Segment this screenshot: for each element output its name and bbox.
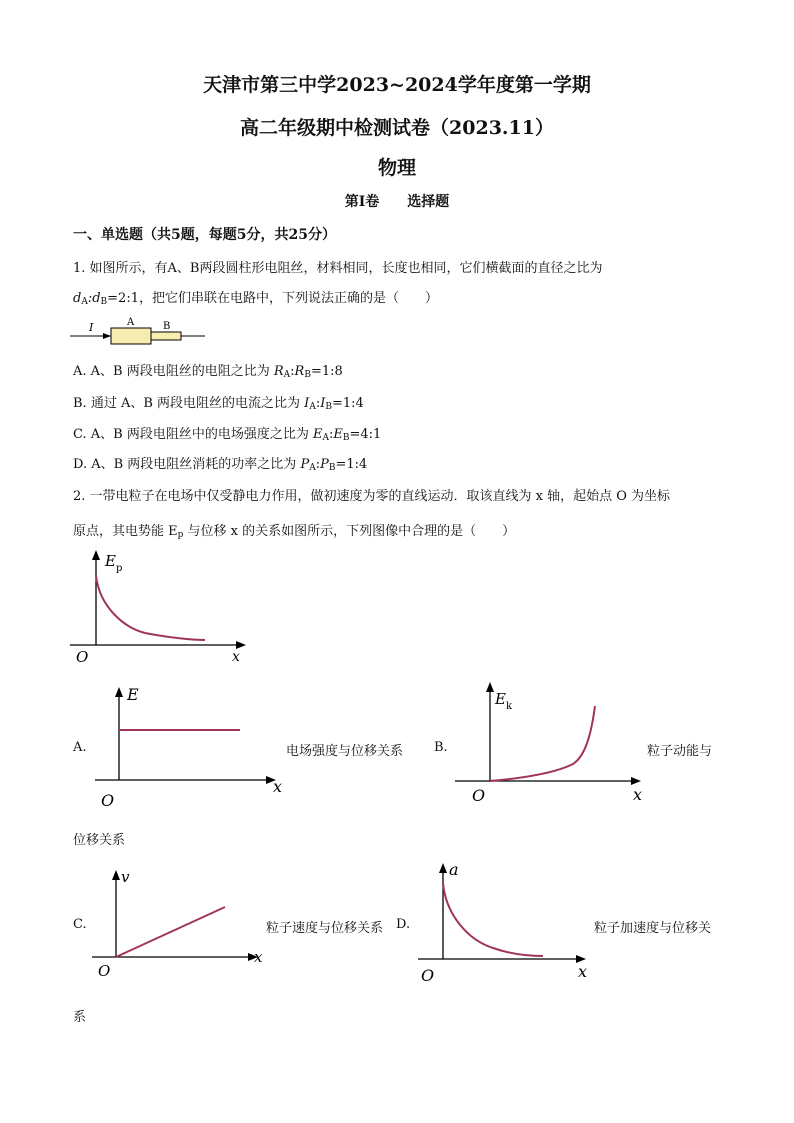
exam-title-line1: 天津市第三中学2023~2024学年度第一学期 bbox=[203, 74, 591, 96]
ep-x-graph bbox=[70, 548, 255, 670]
resistor-a bbox=[111, 328, 151, 344]
q1-stem-line1: 1. 如图所示，有A、B两段圆柱形电阻丝，材料相同，长度也相同，它们横截面的直径之比为 bbox=[73, 261, 603, 276]
q1-option-b[interactable]: B. 通过 A、B 两段电阻丝的电流之比为 $I_A:I_B=1:4$ bbox=[73, 396, 364, 412]
a-curve bbox=[443, 883, 543, 956]
current-label: I bbox=[89, 321, 94, 334]
q2-stem-line2: 原点，其电势能 $E_p$ 与位移 x 的关系如图所示，下列图像中合理的是（ ） bbox=[73, 524, 516, 540]
q2-option-d-caption: 粒子加速度与位移关 bbox=[594, 921, 712, 936]
svg-text:p: p bbox=[116, 563, 123, 574]
svg-text:x: x bbox=[578, 962, 588, 981]
q2-option-b-caption: 粒子动能与 bbox=[647, 744, 713, 759]
q2-option-b-letter[interactable]: B. bbox=[434, 740, 448, 755]
svg-text:O: O bbox=[76, 648, 89, 666]
option-c-graph bbox=[92, 866, 277, 981]
q1-option-c[interactable]: C. A、B 两段电阻丝中的电场强度之比为 $E_A:E_B=4:1$ bbox=[73, 427, 382, 443]
q1-stem-line2: $d_A:d_B=2:1$，把它们串联在电路中，下列说法正确的是（ ） bbox=[73, 291, 438, 307]
svg-text:E: E bbox=[495, 690, 506, 708]
svg-text:x: x bbox=[232, 649, 240, 665]
exam-title-line2: 高二年级期中检测试卷（2023.11） bbox=[240, 117, 554, 139]
q1-option-d[interactable]: D. A、B 两段电阻丝消耗的功率之比为 $P_A:P_B=1:4$ bbox=[73, 457, 368, 473]
svg-text:O: O bbox=[98, 962, 111, 980]
svg-text:k: k bbox=[506, 701, 513, 712]
svg-text:E: E bbox=[127, 685, 139, 704]
svg-text:O: O bbox=[472, 786, 486, 805]
option-d-graph bbox=[418, 855, 598, 985]
v-line bbox=[116, 907, 225, 957]
q2-option-b-caption-cont: 位移关系 bbox=[73, 833, 126, 848]
q1-option-a[interactable]: A. A、B 两段电阻丝的电阻之比为 $R_A:R_B=1:8$ bbox=[73, 364, 343, 380]
q2-option-c-letter[interactable]: C. bbox=[73, 917, 87, 932]
option-b-graph bbox=[455, 676, 655, 808]
ep-curve bbox=[96, 576, 205, 640]
svg-text:O: O bbox=[421, 966, 435, 985]
q2-stem-line1: 2. 一带电粒子在电场中仅受静电力作用，做初速度为零的直线运动．取该直线为 x 轴，起始点 O 为坐标 bbox=[73, 489, 671, 504]
q2-option-c-caption: 粒子速度与位移关系 bbox=[266, 921, 384, 936]
q2-option-a-caption: 电场强度与位移关系 bbox=[286, 744, 404, 759]
q1-resistor-figure bbox=[70, 313, 220, 353]
resistor-b bbox=[151, 332, 181, 340]
q2-option-a-letter[interactable]: A. bbox=[73, 740, 87, 755]
svg-text:a: a bbox=[449, 860, 459, 879]
q2-option-d-letter[interactable]: D. bbox=[396, 917, 411, 932]
ek-curve bbox=[490, 706, 595, 781]
svg-text:x: x bbox=[633, 785, 643, 804]
subject-title: 物理 bbox=[377, 157, 416, 179]
svg-text:x: x bbox=[254, 948, 263, 966]
svg-text:O: O bbox=[101, 791, 115, 810]
volume-title: 第I卷 选择题 bbox=[344, 194, 450, 210]
q2-option-d-caption-cont: 系 bbox=[73, 1010, 87, 1025]
option-a-graph bbox=[90, 683, 290, 811]
svg-text:E: E bbox=[105, 552, 116, 570]
svg-text:v: v bbox=[121, 868, 130, 886]
label-b: B bbox=[163, 321, 171, 332]
current-arrow-icon bbox=[103, 333, 111, 339]
label-a: A bbox=[127, 317, 135, 328]
section-heading: 一、单选题（共5题，每题5分，共25分） bbox=[73, 227, 336, 243]
svg-text:x: x bbox=[273, 777, 283, 796]
